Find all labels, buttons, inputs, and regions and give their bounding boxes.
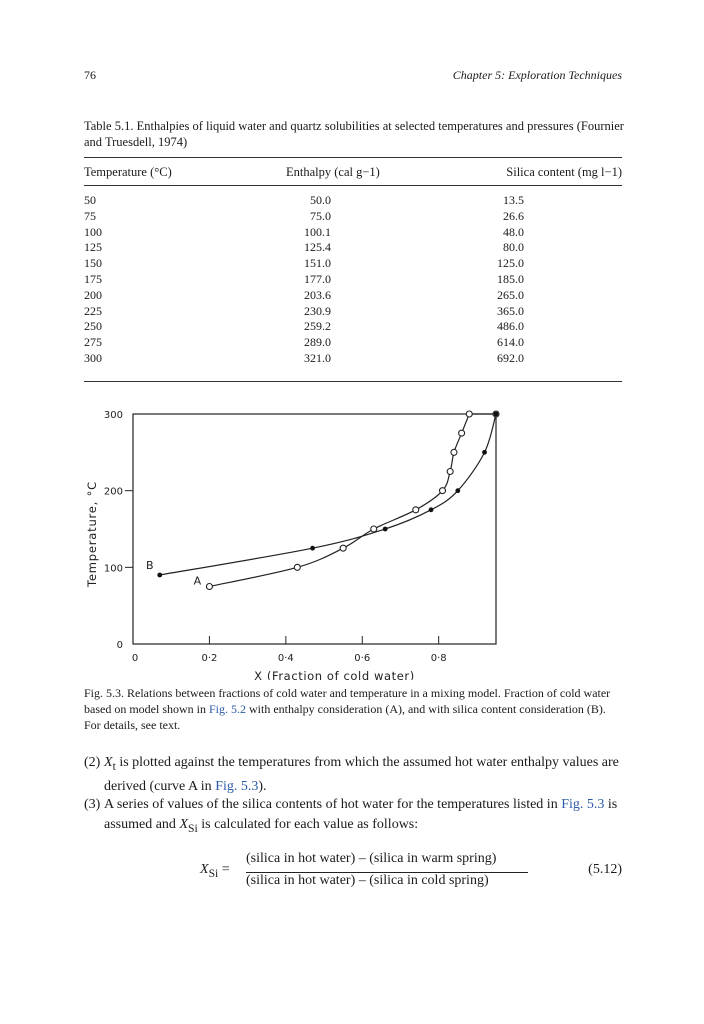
equation-numerator: (silica in hot water) – (silica in warm spring): [246, 851, 497, 866]
point-a: [451, 449, 457, 455]
equation-5-12: [0, 845, 704, 895]
list-item-number: (2): [84, 755, 101, 770]
x-axis-label: X (Fraction of cold water): [254, 669, 415, 680]
cell-temperature: 75: [84, 208, 96, 223]
list-item-2: [84, 753, 629, 797]
table-row: [0, 240, 704, 256]
table-row: [0, 288, 704, 304]
point-a: [493, 411, 499, 417]
item2-text-end: ).: [258, 778, 267, 794]
cell-enthalpy: 151.0: [304, 256, 331, 271]
table-row: [0, 351, 704, 367]
item3-text: A series of values of the silica contents of hot water for the temperatures listed in: [104, 797, 562, 812]
cell-silica: 48.0: [503, 224, 524, 239]
cell-enthalpy: 75.0: [310, 208, 331, 223]
x-tick-label: 0: [131, 653, 139, 664]
cell-enthalpy: 203.6: [304, 287, 331, 302]
equation-equals: =: [221, 862, 230, 877]
point-a: [447, 469, 453, 475]
point-b: [310, 546, 315, 551]
variable-xsi: X: [179, 817, 188, 832]
y-tick-label: 0: [116, 640, 123, 651]
point-a: [340, 545, 346, 551]
point-b: [482, 450, 487, 455]
list-item-number: (3): [84, 797, 101, 812]
equation-lhs: [200, 862, 230, 880]
cell-silica: 486.0: [497, 319, 524, 334]
item3-text-end: is calculated for each value as follows:: [197, 817, 419, 832]
table-row: [0, 256, 704, 272]
cell-silica: 692.0: [497, 351, 524, 365]
cell-enthalpy: 321.0: [304, 351, 331, 365]
table-rule-bottom: [84, 381, 622, 382]
cell-enthalpy: 100.1: [304, 224, 331, 239]
cell-silica: 80.0: [503, 240, 524, 255]
cell-silica: 614.0: [497, 335, 524, 350]
table-header-silica: Silica content (mg l−1): [506, 165, 622, 179]
point-a: [466, 411, 472, 417]
x-tick-label: 0·2: [201, 653, 218, 664]
cell-temperature: 300: [84, 351, 102, 365]
cell-silica: 26.6: [503, 208, 524, 223]
variable-xt-subscript: t: [112, 759, 116, 773]
curve-b: [160, 414, 496, 575]
cell-temperature: 200: [84, 287, 102, 302]
cell-enthalpy: 230.9: [304, 303, 331, 318]
table-row: [0, 319, 704, 335]
cell-silica: 125.0: [497, 256, 524, 271]
list-item-3: [84, 795, 629, 839]
cell-enthalpy: 259.2: [304, 319, 331, 334]
cell-enthalpy: 289.0: [304, 335, 331, 350]
point-a: [371, 526, 377, 532]
cell-temperature: 250: [84, 319, 102, 334]
variable-xt: X: [104, 755, 113, 770]
figure-link-5-2[interactable]: Fig. 5.2: [209, 702, 247, 716]
cell-temperature: 50: [84, 193, 96, 207]
cell-silica: 185.0: [497, 272, 524, 286]
cell-temperature: 100: [84, 224, 102, 239]
y-tick-label: 200: [103, 486, 123, 498]
cell-enthalpy: 125.4: [304, 240, 331, 255]
table-row: [0, 193, 704, 209]
table-row: [0, 335, 704, 351]
point-a: [413, 507, 419, 513]
table-row: [0, 225, 704, 241]
running-head: Chapter 5: Exploration Techniques: [452, 68, 622, 82]
equation-number: (5.12): [588, 862, 622, 877]
x-tick-label: 0·6: [354, 653, 371, 664]
y-tick-label: 300: [103, 410, 123, 421]
figure-caption-text: Fig. 5.3. Relations between fractions of cold water and temperature in a mixing model. Fraction of cold water based on model shown in: [84, 686, 611, 716]
figure-link-5-3[interactable]: Fig. 5.3: [561, 797, 605, 812]
cell-temperature: 225: [84, 303, 102, 318]
plot-frame: [133, 414, 496, 644]
cell-enthalpy: 50.0: [310, 193, 331, 207]
table-rule-header: [84, 185, 622, 186]
cell-silica: 13.5: [503, 193, 524, 207]
point-b: [494, 412, 499, 417]
cell-temperature: 175: [84, 272, 102, 286]
item3-text-mid: is assumed and: [104, 797, 618, 832]
x-tick-label: 0·4: [277, 653, 294, 664]
cell-temperature: 275: [84, 335, 102, 350]
equation-denominator: (silica in hot water) – (silica in cold spring): [246, 873, 489, 888]
table-row: [0, 304, 704, 320]
point-a: [459, 430, 465, 436]
curve-a: [209, 414, 469, 587]
variable-xsi-subscript: Si: [188, 821, 198, 835]
item2-text: is plotted against the temperatures from which the assumed hot water enthalpy values are derived (curve A in: [104, 755, 619, 794]
y-tick-label: 100: [103, 563, 123, 575]
cell-temperature: 150: [84, 256, 102, 271]
table-rule-top: [84, 157, 622, 158]
x-tick-label: 0·8: [430, 653, 447, 664]
curve-label-a: A: [193, 574, 202, 588]
curve-label-b: B: [145, 559, 154, 572]
point-b: [383, 527, 388, 532]
cell-temperature: 125: [84, 240, 102, 255]
figure-link-5-3[interactable]: Fig. 5.3: [215, 778, 259, 794]
equation-lhs-var: X: [200, 862, 209, 877]
table-header-temperature: Temperature (°C): [84, 165, 172, 179]
y-axis-label: Temperature, °C: [85, 481, 99, 587]
point-b: [455, 488, 460, 493]
table-row: [0, 272, 704, 288]
cell-enthalpy: 177.0: [304, 272, 331, 286]
table-row: [0, 209, 704, 225]
point-a: [440, 488, 446, 494]
cell-silica: 365.0: [497, 303, 524, 318]
cell-silica: 265.0: [497, 287, 524, 302]
table-caption: Table 5.1. Enthalpies of liquid water and quartz solubilities at selected temperatures and pressures (Fournier and Truesdell, 1974): [84, 119, 624, 149]
figure-caption: [84, 685, 624, 733]
figure-caption-text-end: with enthalpy consideration (A), and with silica content consideration (B). For details, see text.: [84, 702, 606, 732]
point-a: [294, 564, 300, 570]
point-b: [157, 573, 162, 578]
table-header-enthalpy: Enthalpy (cal g−1): [286, 165, 380, 179]
point-b: [429, 507, 434, 512]
page-number: 76: [84, 68, 96, 82]
point-a: [206, 584, 212, 590]
equation-lhs-sub: Si: [208, 866, 219, 880]
